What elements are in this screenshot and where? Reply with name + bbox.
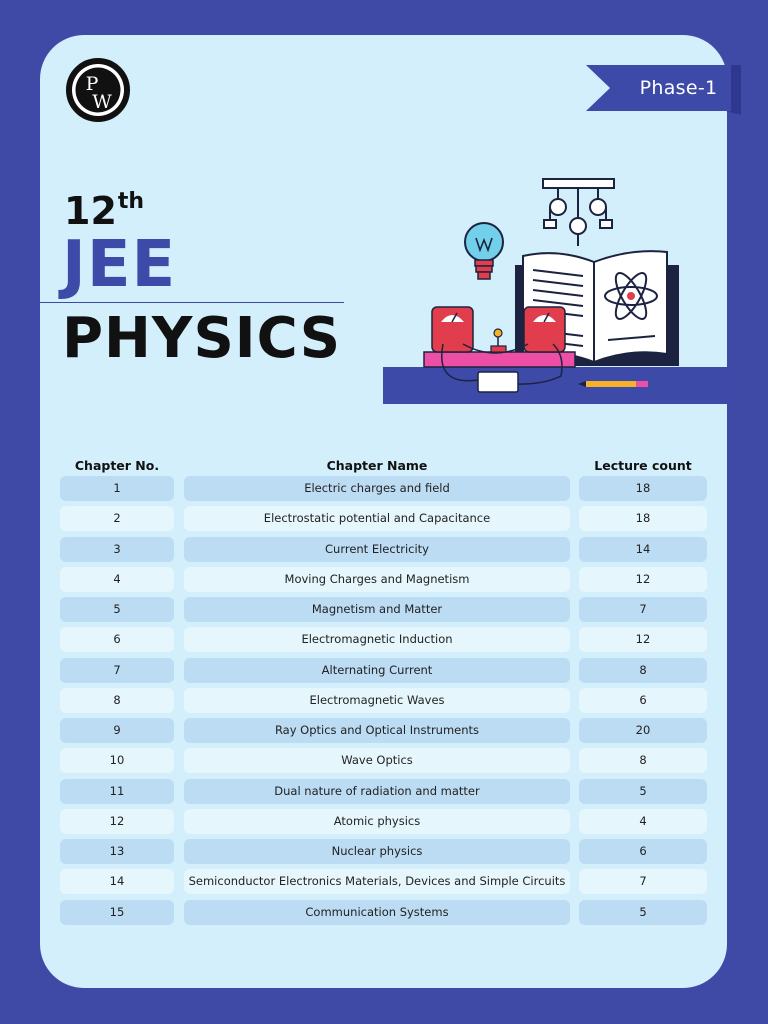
chapter-number-cell: 10: [60, 748, 174, 773]
chapter-name-cell: Dual nature of radiation and matter: [184, 779, 570, 804]
phase-badge: [586, 65, 741, 111]
column-header-chapter-no: Chapter No.: [74, 458, 160, 473]
table-row: [0, 627, 768, 652]
grade-number: 12: [64, 189, 117, 233]
phase-label: Phase-1: [639, 77, 718, 99]
meter-right-icon: [524, 307, 565, 352]
chapter-number-cell: 5: [60, 597, 174, 622]
lecture-count-cell: 12: [579, 567, 707, 592]
chapter-number-cell: 7: [60, 658, 174, 683]
table-row: [0, 779, 768, 804]
table-row: [0, 809, 768, 834]
table-row: [0, 506, 768, 531]
chapter-number-cell: 14: [60, 869, 174, 894]
divider-line: [40, 302, 344, 303]
chapter-number-cell: 15: [60, 900, 174, 925]
battery-icon: [478, 372, 518, 392]
table-row: [0, 900, 768, 925]
chapter-name-cell: Ray Optics and Optical Instruments: [184, 718, 570, 743]
lecture-count-cell: 18: [579, 476, 707, 501]
table-row: [0, 869, 768, 894]
lecture-count-cell: 12: [579, 627, 707, 652]
table-row: [0, 658, 768, 683]
chapter-number-cell: 9: [60, 718, 174, 743]
chapter-name-cell: Atomic physics: [184, 809, 570, 834]
logo-letter-p: P: [85, 73, 99, 95]
chapter-number-cell: 13: [60, 839, 174, 864]
light-bulb-icon: [465, 223, 503, 279]
lecture-count-cell: 6: [579, 839, 707, 864]
chapter-name-cell: Wave Optics: [184, 748, 570, 773]
lecture-count-cell: 6: [579, 688, 707, 713]
table-row: [0, 476, 768, 501]
chapter-name-cell: Electromagnetic Induction: [184, 627, 570, 652]
chapter-number-cell: 11: [60, 779, 174, 804]
table-row: [0, 537, 768, 562]
table-row: [0, 839, 768, 864]
table-row: [0, 567, 768, 592]
lecture-count-cell: 8: [579, 748, 707, 773]
pencil-icon: [578, 381, 648, 387]
chapter-number-cell: 3: [60, 537, 174, 562]
chapter-name-cell: Nuclear physics: [184, 839, 570, 864]
chapter-number-cell: 12: [60, 809, 174, 834]
table-row: [0, 718, 768, 743]
chapter-number-cell: 6: [60, 627, 174, 652]
pw-logo: [66, 58, 130, 122]
lecture-count-cell: 20: [579, 718, 707, 743]
physics-lab-illustration: [383, 176, 727, 406]
chapter-number-cell: 2: [60, 506, 174, 531]
lecture-count-cell: 14: [579, 537, 707, 562]
chapter-name-cell: Moving Charges and Magnetism: [184, 567, 570, 592]
lecture-count-cell: 5: [579, 779, 707, 804]
lecture-count-cell: 5: [579, 900, 707, 925]
chapter-name-cell: Communication Systems: [184, 900, 570, 925]
lecture-count-cell: 7: [579, 869, 707, 894]
chapter-number-cell: 8: [60, 688, 174, 713]
grade-suffix: th: [117, 189, 145, 214]
chapter-name-cell: Electromagnetic Waves: [184, 688, 570, 713]
chapter-number-cell: 4: [60, 567, 174, 592]
chapter-name-cell: Magnetism and Matter: [184, 597, 570, 622]
chapter-number-cell: 1: [60, 476, 174, 501]
pulley-icon: [543, 179, 614, 246]
chapter-name-cell: Electrostatic potential and Capacitance: [184, 506, 570, 531]
lecture-count-cell: 18: [579, 506, 707, 531]
exam-title: JEE: [62, 228, 177, 302]
table-row: [0, 688, 768, 713]
chapter-name-cell: Alternating Current: [184, 658, 570, 683]
subject-title: PHYSICS: [62, 306, 342, 371]
grade-heading: [64, 180, 144, 233]
column-header-chapter-name: Chapter Name: [326, 458, 428, 473]
lecture-count-cell: 7: [579, 597, 707, 622]
switch-icon: [491, 329, 506, 352]
lecture-count-cell: 4: [579, 809, 707, 834]
table-row: [0, 748, 768, 773]
circuit-base: [424, 352, 575, 367]
chapter-name-cell: Semiconductor Electronics Materials, Devices and Simple Circuits: [184, 869, 570, 894]
column-header-lecture-count: Lecture count: [594, 458, 692, 473]
lecture-count-cell: 8: [579, 658, 707, 683]
chapter-name-cell: Current Electricity: [184, 537, 570, 562]
desk: [383, 367, 727, 404]
chapter-name-cell: Electric charges and field: [184, 476, 570, 501]
table-row: [0, 597, 768, 622]
logo-letter-w: W: [92, 91, 112, 113]
